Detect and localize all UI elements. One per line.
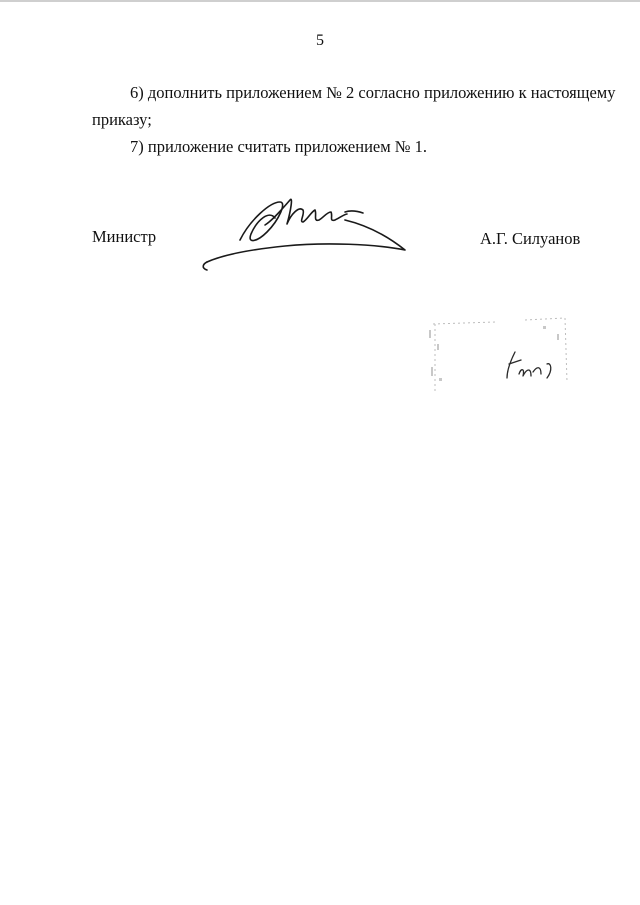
list-item-6-continuation: приказу;	[92, 110, 152, 129]
list-item-7: 7) приложение считать приложением № 1.	[130, 137, 428, 156]
list-item-6: 6) дополнить приложением № 2 согласно приложению к настоящему	[130, 83, 616, 102]
page-top-edge	[0, 0, 640, 2]
page-number: 5	[316, 32, 324, 49]
faded-stamp	[425, 312, 585, 402]
handwritten-signature	[195, 180, 425, 275]
signatory-title: Министр	[92, 227, 157, 246]
signatory-name: А.Г. Силуанов	[480, 229, 581, 248]
